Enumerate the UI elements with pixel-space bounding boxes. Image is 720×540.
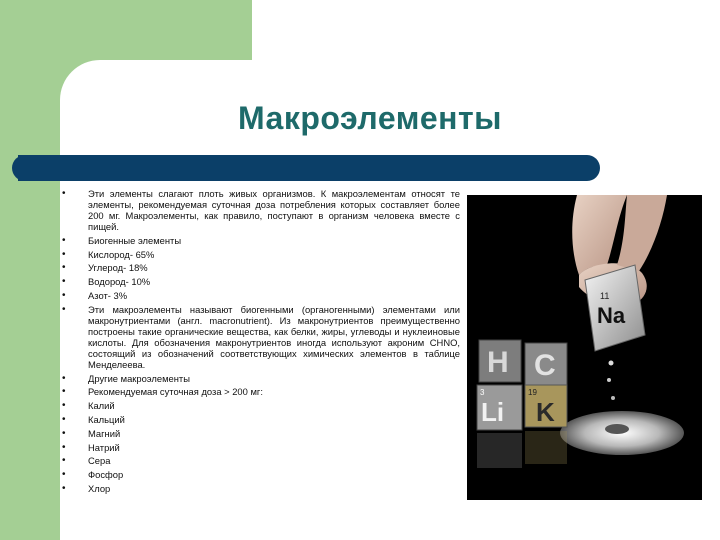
sodium-cube — [585, 265, 645, 351]
bullet-marker-icon: • — [62, 441, 66, 453]
bullet-item — [62, 290, 460, 301]
bullet-marker-icon: • — [62, 276, 66, 288]
cube-reflections — [477, 431, 567, 468]
slide-title: Макроэлементы — [238, 100, 502, 136]
bullet-item — [62, 469, 460, 480]
hydrogen-cube — [479, 340, 521, 382]
bullet-marker-icon: • — [62, 248, 66, 260]
bullet-marker-icon: • — [62, 482, 66, 494]
bullet-text: Биогенные элементы — [88, 234, 182, 246]
bullet-marker-icon: • — [62, 386, 66, 398]
bullet-item — [62, 262, 460, 273]
bullet-marker-icon: • — [62, 427, 66, 439]
bullet-text: Углерод- 18% — [88, 262, 148, 274]
bullet-marker-icon: • — [62, 400, 66, 412]
potassium-cube-symbol: K — [536, 397, 555, 427]
lithium-cube-number: 3 — [480, 388, 485, 397]
bullet-text: Калий — [88, 400, 115, 412]
hydrogen-cube-symbol: H — [487, 346, 509, 379]
carbon-cube — [525, 343, 567, 385]
bullet-marker-icon: • — [62, 289, 66, 301]
bullet-marker-icon: • — [62, 262, 66, 274]
bullet-item — [62, 428, 460, 439]
bullet-text: Сера — [88, 455, 111, 467]
bullet-text: Другие макроэлементы — [88, 372, 190, 384]
potassium-cube — [525, 385, 567, 427]
bullet-text: Магний — [88, 427, 121, 439]
bullet-text: Рекомендуемая суточная доза > 200 мг: — [88, 386, 263, 398]
bullet-item — [62, 235, 460, 246]
bullet-text: Фосфор — [88, 469, 124, 481]
carbon-cube-symbol: C — [534, 349, 556, 382]
bullet-text: Натрий — [88, 441, 120, 453]
bullet-text: Эти макроэлементы называют биогенными (органогенными) элементами или макронутриентами (англ. macronutrient). Из макронутриентов преимущественно построены такие органические вещества, как белки, жиры, углеводы и нуклеиновые кислоты. Для обозначения макронутриентов иногда используют акроним CHNO, состоящий из обозначений соответствующих химических элементов в таблице Менделеева. — [88, 303, 460, 370]
elements-photo — [467, 195, 702, 500]
bullet-item — [62, 442, 460, 453]
lithium-cube — [477, 385, 522, 430]
bullet-item — [62, 304, 460, 370]
bullet-item — [62, 249, 460, 260]
bullet-item — [62, 276, 460, 287]
lithium-cube-symbol: Li — [481, 397, 505, 427]
bullet-marker-icon: • — [62, 372, 66, 384]
falling-droplets — [607, 361, 615, 417]
bullet-item — [62, 386, 460, 397]
bullet-marker-icon: • — [62, 303, 66, 315]
bullet-item — [62, 373, 460, 384]
bullet-text: Хлор — [88, 482, 111, 494]
bullet-marker-icon: • — [62, 234, 66, 246]
bullet-item — [62, 188, 460, 232]
bullet-text: Кальций — [88, 413, 125, 425]
bullet-marker-icon: • — [62, 188, 66, 199]
metal-puddle — [560, 411, 684, 455]
bullet-item — [62, 400, 460, 411]
bullet-text: Эти элементы слагают плоть живых организмов. К макроэлементам относят те элементы, рекомендуемая суточная доза потребления которых составляет более 200 мг. Макроэлементы, как правило, поступают в организм человека вместе с пищей. — [88, 188, 460, 232]
bullet-item — [62, 455, 460, 466]
bullet-item — [62, 483, 460, 494]
sodium-cube-number: 11 — [600, 291, 610, 301]
sodium-cube-symbol: Na — [597, 303, 626, 328]
bullet-text: Кислород- 65% — [88, 248, 155, 260]
bullet-text: Водород- 10% — [88, 276, 151, 288]
bullet-marker-icon: • — [62, 455, 66, 467]
bullet-marker-icon: • — [62, 469, 66, 481]
bullet-marker-icon: • — [62, 413, 66, 425]
title-underline-bar — [18, 155, 600, 181]
potassium-cube-number: 19 — [528, 388, 537, 397]
bullet-item — [62, 414, 460, 425]
bullet-list — [62, 188, 460, 497]
bullet-text: Азот- 3% — [88, 289, 128, 301]
